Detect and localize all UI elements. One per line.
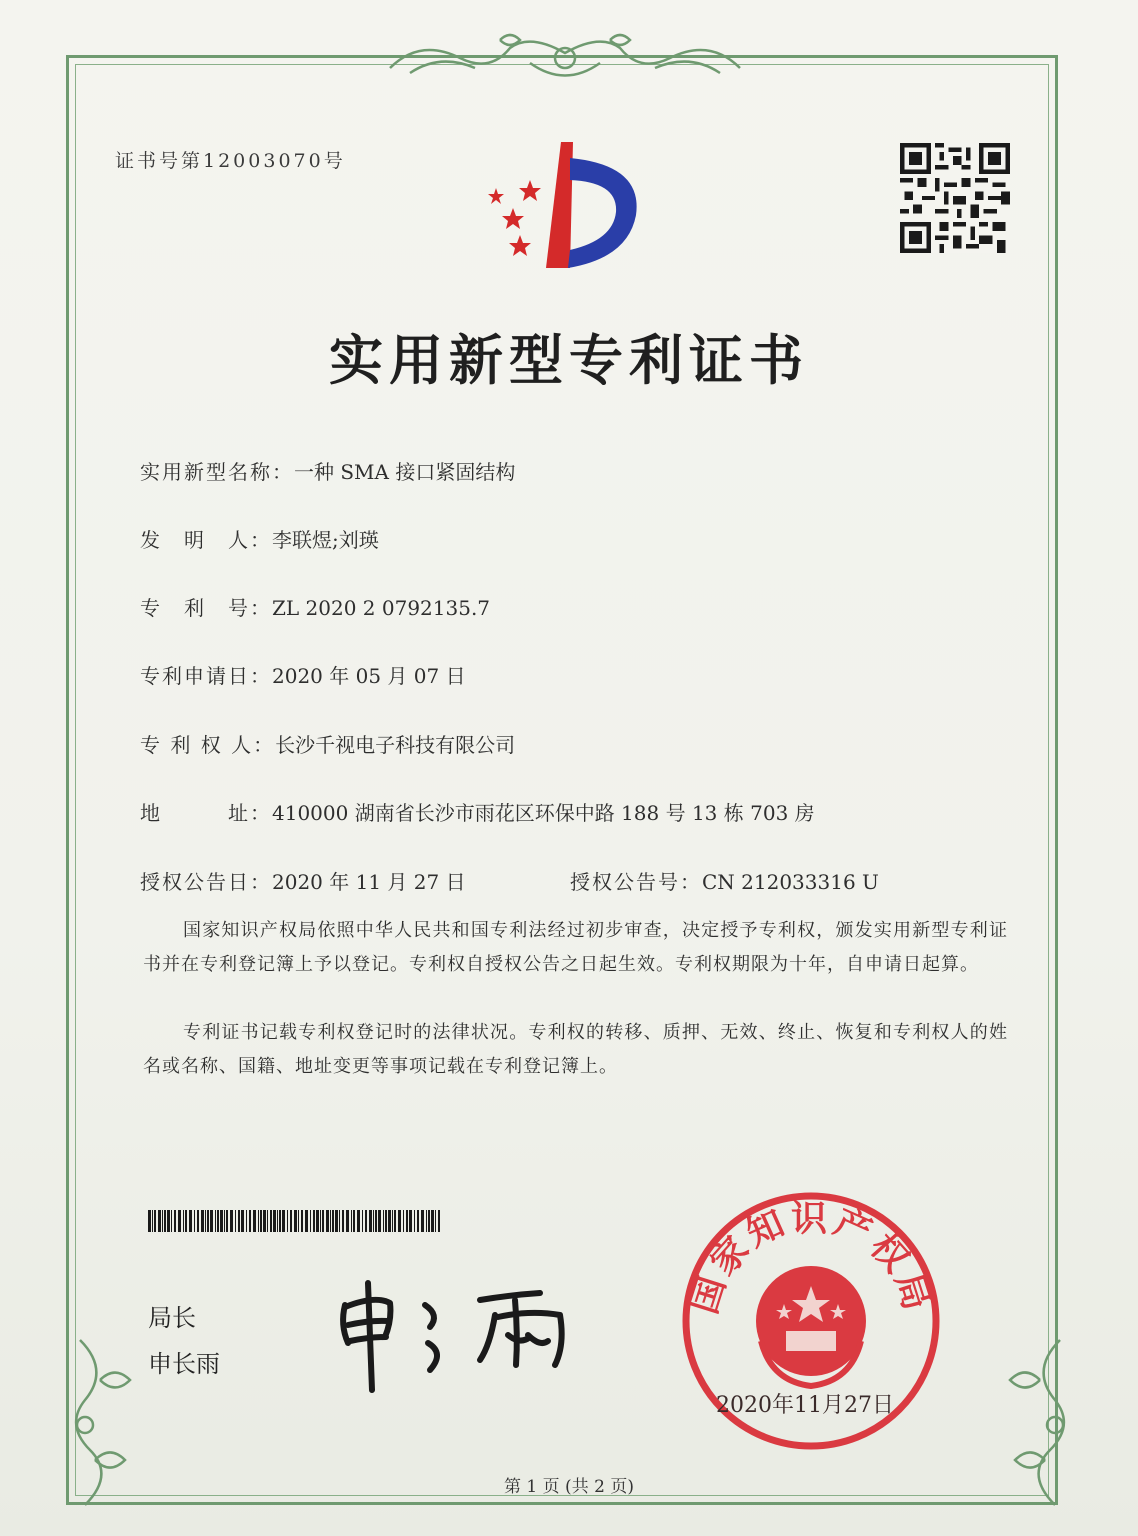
svg-text:国家知识产权局: 国家知识产权局 <box>683 1198 939 1319</box>
patentee-value: 长沙千视电子科技有限公司 <box>275 733 516 757</box>
field-patentee <box>140 729 515 758</box>
barcode-icon <box>148 1210 440 1232</box>
director-name: 申长雨 <box>148 1350 220 1378</box>
field-patent-number <box>140 592 490 621</box>
grant-number-value: CN 212033316 U <box>702 870 879 894</box>
field-grant-number <box>570 866 879 895</box>
utility-name-label: 实用新型名称： <box>140 460 294 484</box>
page-indicator: 第 1 页 (共 2 页) <box>504 1477 634 1497</box>
grant-date-label: 授权公告日： <box>140 870 272 894</box>
field-utility-name <box>140 456 515 485</box>
certificate-number: 证书号第12003070号 <box>115 150 346 172</box>
qr-code-icon <box>900 143 1010 253</box>
grant-statement-paragraph: 国家知识产权局依照中华人民共和国专利法经过初步审查，决定授予专利权，颁发实用新型专利证书并在专利登记簿上予以登记。专利权自授权公告之日起生效。专利权期限为十年，自申请日起算。 <box>143 920 1008 975</box>
seal-date: 2020年11月27日 <box>716 1393 894 1418</box>
field-address <box>140 797 815 826</box>
certificate-title: 实用新型专利证书 <box>329 328 809 392</box>
address-label: 地 址： <box>140 801 272 825</box>
patent-number-label: 专 利 号： <box>140 596 272 620</box>
field-application-date <box>140 660 466 689</box>
patent-office-logo <box>478 140 648 275</box>
inventor-label: 发 明 人： <box>140 528 272 552</box>
top-ornament <box>380 28 750 88</box>
director-title: 局长 <box>148 1304 196 1332</box>
grant-number-label: 授权公告号： <box>570 870 702 894</box>
utility-name-value: 一种 SMA 接口紧固结构 <box>294 460 516 484</box>
field-grant-date <box>140 866 466 895</box>
application-date-label: 专利申请日： <box>140 664 272 688</box>
patent-number-value: ZL 2020 2 0792135.7 <box>272 596 491 620</box>
field-inventor <box>140 524 379 553</box>
legal-status-paragraph: 专利证书记载专利权登记时的法律状况。专利权的转移、质押、无效、终止、恢复和专利权人的姓名或名称、国籍、地址变更等事项记载在专利登记簿上。 <box>143 1022 1008 1077</box>
application-date-value: 2020 年 05 月 07 日 <box>272 664 466 688</box>
address-value: 410000 湖南省长沙市雨花区环保中路 188 号 13 栋 703 房 <box>272 801 815 825</box>
patentee-label: 专 利 权 人： <box>140 733 276 757</box>
inventor-value: 李联煜;刘瑛 <box>272 528 379 552</box>
handwritten-signature <box>330 1265 590 1400</box>
grant-date-value: 2020 年 11 月 27 日 <box>272 870 466 894</box>
